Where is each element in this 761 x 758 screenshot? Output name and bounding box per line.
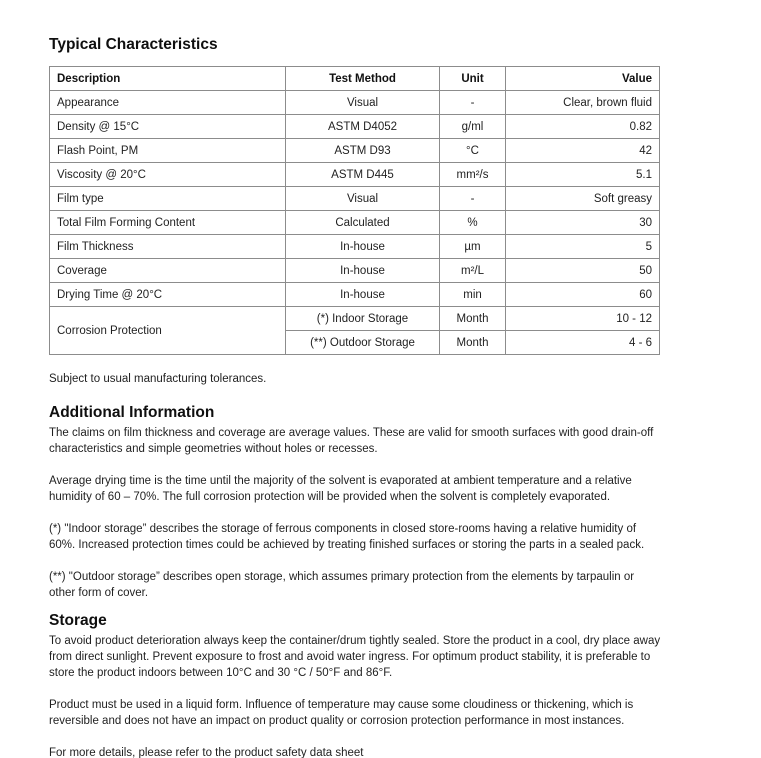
cell-value: 60 [506,283,660,307]
table-row [50,91,660,115]
cell-description: Coverage [50,259,286,283]
text-line: from direct sunlight. Prevent exposure to frost and avoid water ingress. For optimum product stability, it is preferable to [49,651,651,663]
cell-test-method: In-house [286,283,440,307]
cell-description: Drying Time @ 20°C [50,283,286,307]
cell-unit: Month [440,331,506,355]
cell-value: 30 [506,211,660,235]
paragraph [49,521,710,553]
cell-test-method: ASTM D445 [286,163,440,187]
tolerance-note: Subject to usual manufacturing tolerances. [49,373,267,385]
text-line: characteristics and simple geometries without holes or recesses. [49,443,378,455]
paragraph [49,633,710,681]
paragraph [49,569,710,601]
paragraph [49,473,710,505]
text-line: The claims on film thickness and coverage are average values. These are valid for smooth surfaces with good drain-off [49,427,654,439]
paragraph [49,697,710,729]
cell-description: Density @ 15°C [50,115,286,139]
cell-test-method: (*) Indoor Storage [286,307,440,331]
paragraph [49,425,710,457]
cell-value: 5 [506,235,660,259]
text-line: store the product indoors between 10°C and 30 °C / 50°F and 86°F. [49,667,393,679]
column-header-value: Value [506,67,660,91]
text-line: (*) "Indoor storage” describes the storage of ferrous components in closed store-rooms having a relative humidity of [49,523,637,535]
text-line: To avoid product deterioration always keep the container/drum tightly sealed. Store the product in a cool, dry place away [49,635,661,647]
section-heading-additional-information: Additional Information [49,404,215,421]
text-line: For more details, please refer to the product safety data sheet [49,747,364,758]
cell-value: Soft greasy [506,187,660,211]
cell-description: Viscosity @ 20°C [50,163,286,187]
cell-value: Clear, brown fluid [506,91,660,115]
cell-description: Film type [50,187,286,211]
table-row [50,187,660,211]
cell-unit: - [440,187,506,211]
table-row [50,139,660,163]
table-row [50,235,660,259]
table-row [50,307,660,331]
text-line: Average drying time is the time until the majority of the solvent is evaporated at ambient temperature and a relative [49,475,632,487]
cell-test-method: In-house [286,235,440,259]
cell-test-method: Calculated [286,211,440,235]
section-heading-storage: Storage [49,612,107,629]
cell-unit: g/ml [440,115,506,139]
column-header-unit: Unit [440,67,506,91]
cell-unit: mm²/s [440,163,506,187]
paragraph [49,745,710,758]
cell-value: 5.1 [506,163,660,187]
text-line: (**) "Outdoor storage” describes open storage, which assumes primary protection from the elements by tarpaulin or [49,571,635,583]
text-line: Product must be used in a liquid form. Influence of temperature may cause some cloudiness or thickening, which is [49,699,634,711]
table-row [50,115,660,139]
text-line: humidity of 60 – 70%. The full corrosion protection will be provided when the solvent is completely evaporated. [49,491,611,503]
cell-unit: m²/L [440,259,506,283]
cell-unit: Month [440,307,506,331]
cell-test-method: ASTM D4052 [286,115,440,139]
cell-description: Appearance [50,91,286,115]
table-header-row [50,67,660,91]
cell-value: 10 - 12 [506,307,660,331]
column-header-test-method: Test Method [286,67,440,91]
text-line: reversible and does not have an impact on product quality or corrosion protection performance in most instances. [49,715,625,727]
cell-unit: % [440,211,506,235]
cell-description: Total Film Forming Content [50,211,286,235]
text-line: other form of cover. [49,587,149,599]
cell-unit: min [440,283,506,307]
page-title: Typical Characteristics [49,36,218,53]
cell-description: Corrosion Protection [50,307,286,355]
cell-test-method: ASTM D93 [286,139,440,163]
cell-test-method: In-house [286,259,440,283]
column-header-description: Description [50,67,286,91]
text-line: 60%. Increased protection times could be achieved by treating finished surfaces or storing the parts in a sealed pack. [49,539,645,551]
cell-test-method: Visual [286,91,440,115]
cell-description: Flash Point, PM [50,139,286,163]
characteristics-table [49,66,660,355]
cell-unit: °C [440,139,506,163]
table-row [50,283,660,307]
cell-unit: µm [440,235,506,259]
cell-unit: - [440,91,506,115]
cell-value: 42 [506,139,660,163]
cell-value: 0.82 [506,115,660,139]
cell-test-method: Visual [286,187,440,211]
cell-description: Film Thickness [50,235,286,259]
table-row [50,163,660,187]
cell-value: 4 - 6 [506,331,660,355]
cell-test-method: (**) Outdoor Storage [286,331,440,355]
table-row [50,259,660,283]
cell-value: 50 [506,259,660,283]
table-row [50,211,660,235]
